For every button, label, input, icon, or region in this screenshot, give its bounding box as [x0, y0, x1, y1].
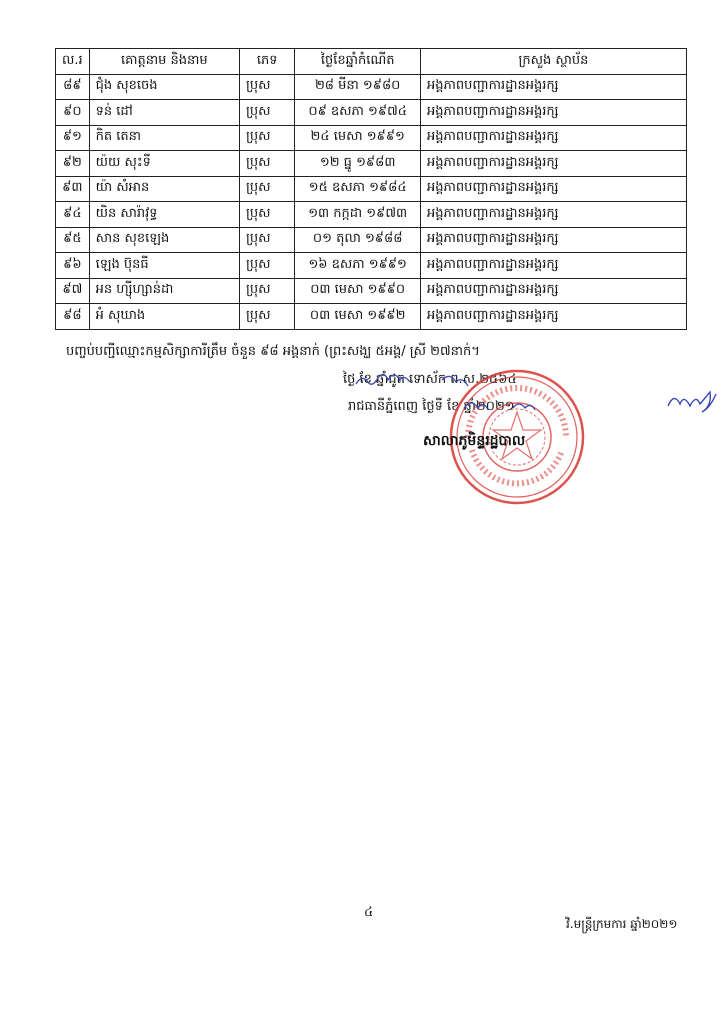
row-sex: ប្រុស — [239, 151, 294, 177]
table-row — [56, 227, 687, 253]
row-institution: អង្គភាពបញ្ជាការដ្ឋានអង្គរក្ស — [420, 227, 686, 253]
row-sex: ប្រុស — [239, 202, 294, 228]
office-title: សាលាភូមិន្ទរដ្ឋបាល — [423, 433, 526, 449]
row-sex: ប្រុស — [239, 227, 294, 253]
row-name: អន ហ្ស៊ីហ្សាន់ដា — [89, 278, 239, 304]
row-name: អំ សុឃាង — [89, 304, 239, 330]
row-dob: ០១ តុលា ១៩៨៨ — [295, 227, 421, 253]
row-name: យិន សារ៉ាវុទ្ធ — [89, 202, 239, 228]
table-row — [56, 125, 687, 151]
staff-table — [55, 48, 687, 330]
row-dob: ០៣ មេសា ១៩៩០ — [295, 278, 421, 304]
row-number: ៩៤ — [56, 202, 90, 228]
row-institution: អង្គភាពបញ្ជាការដ្ឋានអង្គរក្ស — [420, 74, 686, 100]
row-dob: ១២ ធ្នូ ១៩៨៣ — [295, 151, 421, 177]
header-sex: ភេទ — [239, 49, 294, 75]
table-row — [56, 253, 687, 279]
footer-label: វិ.មន្ត្រីក្រមការ ឆ្នាំ២០២១ — [566, 917, 678, 931]
row-institution: អង្គភាពបញ្ជាការដ្ឋានអង្គរក្ស — [420, 304, 686, 330]
page-number: ៤ — [364, 905, 374, 920]
row-dob: ១៣ កក្កដា ១៩៧៣ — [295, 202, 421, 228]
row-institution: អង្គភាពបញ្ជាការដ្ឋានអង្គរក្ស — [420, 100, 686, 126]
row-institution: អង្គភាពបញ្ជាការដ្ឋានអង្គរក្ស — [420, 125, 686, 151]
row-name: ជុំង សុខចេង — [89, 74, 239, 100]
row-number: ៩៦ — [56, 253, 90, 279]
row-number: ៩៨ — [56, 304, 90, 330]
row-number: ៩០ — [56, 100, 90, 126]
solar-date-line: រាជធានីភ្នំពេញ ថ្ងៃទី ខែ ឆ្នាំ២០២១ — [348, 399, 515, 414]
table-row — [56, 176, 687, 202]
header-name: គោត្តនាម និងនាម — [89, 49, 239, 75]
table-header-row — [56, 49, 687, 75]
row-number: ៩៣ — [56, 176, 90, 202]
row-dob: ១៥ ឧសភា ១៩៨៤ — [295, 176, 421, 202]
row-number: ៩៥ — [56, 227, 90, 253]
header-dob: ថ្ងៃខែឆ្នាំកំណើត — [295, 49, 421, 75]
table-row — [56, 202, 687, 228]
row-sex: ប្រុស — [239, 278, 294, 304]
row-dob: ០៩ ឧសភា ១៩៧៤ — [295, 100, 421, 126]
row-dob: ២៤ មេសា ១៩៩១ — [295, 125, 421, 151]
row-sex: ប្រុស — [239, 74, 294, 100]
row-sex: ប្រុស — [239, 253, 294, 279]
row-institution: អង្គភាពបញ្ជាការដ្ឋានអង្គរក្ស — [420, 151, 686, 177]
row-number: ៩១ — [56, 125, 90, 151]
header-institution: ក្រសួង ស្ថាប័ន — [420, 49, 686, 75]
row-institution: អង្គភាពបញ្ជាការដ្ឋានអង្គរក្ស — [420, 278, 686, 304]
row-name: យ៉យ សុះទី — [89, 151, 239, 177]
row-institution: អង្គភាពបញ្ជាការដ្ឋានអង្គរក្ស — [420, 253, 686, 279]
row-dob: ១៦ ឧសភា ១៩៩១ — [295, 253, 421, 279]
table-row — [56, 151, 687, 177]
row-name: កិត តេនា — [89, 125, 239, 151]
row-name: សាន សុខឡេង — [89, 227, 239, 253]
row-sex: ប្រុស — [239, 304, 294, 330]
row-sex: ប្រុស — [239, 125, 294, 151]
row-number: ៩៧ — [56, 278, 90, 304]
table-row — [56, 278, 687, 304]
row-sex: ប្រុស — [239, 176, 294, 202]
row-sex: ប្រុស — [239, 100, 294, 126]
row-name: យ៉ា សំអាន — [89, 176, 239, 202]
header-no: ល.រ — [56, 49, 90, 75]
row-number: ៩២ — [56, 151, 90, 177]
row-number: ៨៩ — [56, 74, 90, 100]
row-dob: ២៨ មីនា ១៩៨០ — [295, 74, 421, 100]
list-summary: បញ្ចប់បញ្ជីឈ្មោះកម្មសិក្សាការីត្រឹម ចំនួន ៩៨ អង្គនាក់ (ព្រះសង្ឃ ៥អង្គ/ ស្រី ២៧នាក់។ — [66, 344, 480, 359]
lunar-date-line: ថ្ងៃ ខែ ឆ្នាំជូត ទោស័ក ព.ស.២៥៦៤ — [343, 372, 517, 387]
table-row — [56, 100, 687, 126]
row-name: ទន់ ដៅ — [89, 100, 239, 126]
row-name: ឡេង ប៊ុនធី — [89, 253, 239, 279]
row-dob: ០៣ មេសា ១៩៩២ — [295, 304, 421, 330]
row-institution: អង្គភាពបញ្ជាការដ្ឋានអង្គរក្ស — [420, 202, 686, 228]
table-row — [56, 304, 687, 330]
row-institution: អង្គភាពបញ្ជាការដ្ឋានអង្គរក្ស — [420, 176, 686, 202]
table-row — [56, 74, 687, 100]
